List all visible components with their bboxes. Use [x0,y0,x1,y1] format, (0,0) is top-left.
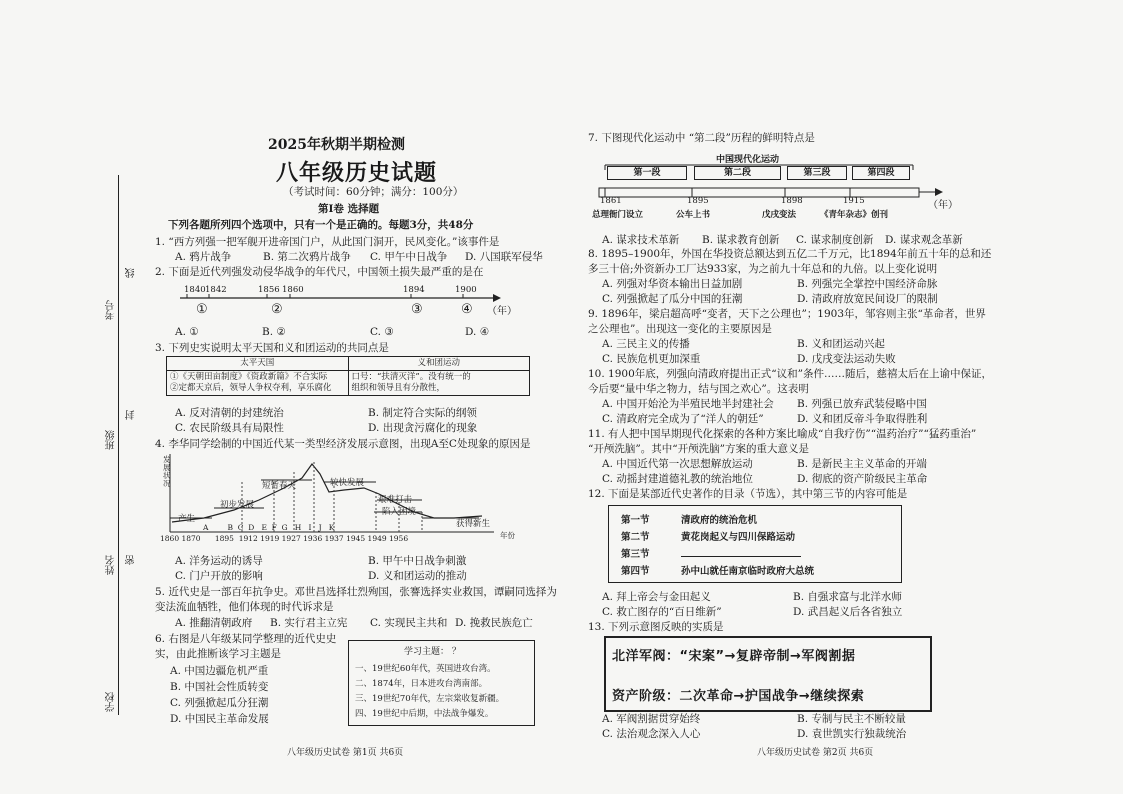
q9-option-c: C. 民族危机更加深重 [602,353,701,365]
q2-option-b: B. ② [262,326,286,338]
q9-option-b: B. 义和团运动兴起 [797,338,885,350]
q7-stem: 7. 下图现代化运动中 “第二段”历程的鲜明特点是 [588,132,815,144]
q2-option-a: A. ① [175,326,199,338]
q7-option-d: D. 谋求观念革新 [885,234,963,246]
q5-option-d: D. 挽救民族危亡 [455,617,533,629]
q8-option-a: A. 列强对华资本输出日益加剧 [602,278,743,290]
q13-diagram-box [604,636,932,712]
q4-option-c: C. 门户开放的影响 [175,570,263,582]
q10-option-c: C. 清政府完全成为了“洋人的朝廷” [602,413,764,425]
q11-stem-line1: 11. 有人把中国早期现代化探索的各种方案比喻成“自我疗伤”“温药治疗”“猛药重治” [588,428,977,440]
part-title: 第Ⅰ卷 选择题 [318,203,380,215]
q7-option-b: B. 谋求教育创新 [702,234,780,246]
q13-option-d: D. 袁世凯实行独裁统治 [797,728,907,740]
q7-year-1861: 1861 [600,196,622,206]
q13-option-a: A. 军阀割据贯穿始终 [602,713,701,725]
q13-line-beiyang: 北洋军阀：“宋案”→复辟帝制→军阀割据 [612,649,856,664]
q11-option-b: B. 是新民主主义革命的开端 [797,458,927,470]
q6-item-2: 二、1874年，日本进攻台湾南部。 [355,679,488,689]
q4-label-jiannan: 艰难打击 [378,495,413,505]
q2-tick-1840: 1840 [184,285,206,295]
q4-letters: A B C D E F G H I J K [203,523,335,532]
q13-option-b: B. 专制与民主不断较量 [797,713,906,725]
q11-option-d: D. 彻底的资产阶级民主革命 [797,473,928,485]
q12-row3-num: 第三节 [621,549,650,560]
q4-option-a: A. 洋务运动的诱导 [175,555,263,567]
q3-option-a: A. 反对清朝的封建统治 [175,407,284,419]
instruction: 下列各题所列四个选项中，只有一个是正确的。每题3分，共48分 [168,219,474,231]
side-label-feng: 封 [126,410,137,420]
q12-option-b: B. 自强求富与北洋水师 [793,591,902,603]
q5-option-c: C. 实现民主共和 [370,617,448,629]
side-label-xuexiao: 学校 [106,692,117,712]
q1-option-b: B. 第二次鸦片战争 [263,251,351,263]
q4-option-d: D. 义和团运动的推动 [368,570,467,582]
q7-diagram-title: 中国现代化运动 [716,155,780,165]
exam-meta: （考试时间：60分钟；满分：100分） [283,186,464,198]
q4-xlabel: 年份 [500,531,515,540]
q1-option-c: C. 甲午中日战争 [370,251,448,263]
q11-option-c: C. 动摇封建道德礼教的统治地位 [602,473,753,485]
q2-mark-2: ② [271,302,283,317]
q7-year-1895: 1895 [687,196,709,206]
q2-mark-4: ④ [461,302,473,317]
q3-option-d: D. 出现贪污腐化的现象 [368,422,478,434]
q13-stem: 13. 下列示意图反映的实质是 [588,621,724,633]
q8-option-d: D. 清政府放宽民间设厂的限制 [797,293,938,305]
q2-tick-1856: 1856 [258,285,280,295]
q6-item-4: 四、19世纪中后期，中法战争爆发。 [355,709,494,719]
q2-option-d: D. ④ [465,326,490,338]
q7-segment-1: 第一段 [607,166,687,180]
q4-option-b: B. 甲午中日战争刺激 [368,555,467,567]
q6-option-c: C. 列强掀起瓜分狂潮 [170,697,269,709]
q12-option-c: C. 救亡图存的“百日维新” [602,606,722,618]
q8-option-b: B. 列强完全掌控中国经济命脉 [797,278,938,290]
side-label-banji: 班级 [106,430,117,450]
q13-line-zichan: 资产阶级：二次革命→护国战争→继续探索 [612,689,865,704]
page2-footer: 八年级历史试卷 第2页 共6页 [757,748,874,758]
q6-box-title: 学习主题： ？ [404,647,461,657]
q7-option-c: C. 谋求制度创新 [796,234,874,246]
q7-option-a: A. 谋求技术革新 [602,234,680,246]
page1-footer: 八年级历史试卷 第1页 共6页 [287,748,404,758]
q3-cell-yihetuan: 口号：“扶清灭洋”。没有统一的 组织和领导且有分散性， [348,371,530,396]
side-label-mi: 密 [126,555,137,565]
q11-option-a: A. 中国近代第一次思想解放运动 [602,458,753,470]
q4-label-duanzan: 短暂春天 [262,481,297,491]
q13-option-c: C. 法治观念深入人心 [602,728,701,740]
q12-stem: 12. 下面是某部近代史著作的目录（节选），其中第三节的内容可能是 [588,488,908,500]
q12-row4-text: 孙中山就任南京临时政府大总统 [681,566,815,577]
q6-option-a: A. 中国边疆危机严重 [170,665,269,677]
q10-option-d: D. 义和团反帝斗争取得胜利 [797,413,928,425]
q6-option-d: D. 中国民主革命发展 [170,713,269,725]
q8-option-c: C. 列强掀起了瓜分中国的狂潮 [602,293,743,305]
q7-event-1: 总理衙门设立 [592,210,644,220]
q3-cell-taiping: ①《天朝田亩制度》《资政新篇》不合实际 ②定都天京后，领导人争权夺利，享乐腐化 [167,371,349,396]
q3-header-taiping: 太平天国 [167,357,349,371]
q3-stem: 3. 下列史实说明太平天国和义和团运动的共同点是 [155,342,389,354]
q7-event-4: 《青年杂志》创刊 [820,210,889,220]
q1-stem: 1. “西方列强一把军舰开进帝国门户，从此国门洞开，民风变化。”该事件是 [155,236,500,248]
q1-option-d: D. 八国联军侵华 [465,251,543,263]
q8-stem-line1: 8. 1895–1900年，外国在华投资总额达到五亿二千万元，比1894年前五十年的总和还 [588,248,992,260]
q7-segment-3: 第三段 [787,166,847,180]
q4-label-chubu: 初步发展 [220,500,255,510]
q4-label-xinsheng: 获得新生 [456,519,491,529]
q10-stem-line1: 10. 1900年底，列强向清政府提出正式“议和”条件……随后，慈禧太后在上谕中保证， [588,368,992,380]
q3-table [166,356,530,396]
q4-label-jiaokuai: 较快发展 [330,478,365,488]
q4-ylabel: 发展状况 [163,455,171,488]
q12-row1-text: 清政府的统治危机 [681,515,758,526]
q6-item-1: 一、19世纪60年代，英国进攻台湾。 [355,664,496,674]
q12-option-d: D. 武昌起义后各省独立 [793,606,903,618]
q6-stem-line2: 实，由此推断该学习主题是 [155,648,281,660]
q12-row3-blank [681,556,801,557]
q2-unit: （年） [487,306,517,317]
q5-stem-line1: 5. 近代史是一部百年抗争史。邓世昌选择壮烈殉国，张謇选择实业救国，谭嗣同选择为 [155,586,557,598]
q9-option-d: D. 戊戌变法运动失败 [797,353,896,365]
q9-stem-line2: 之公理也”。出现这一变化的主要原因是 [588,323,772,335]
q1-option-a: A. 鸦片战争 [175,251,232,263]
q12-contents-box [608,505,902,583]
q3-option-b: B. 制定符合实际的纲领 [368,407,477,419]
q12-row4-num: 第四节 [621,566,650,577]
q6-item-3: 三、19世纪70年代，左宗棠收复新疆。 [355,694,505,704]
q10-option-a: A. 中国开始沦为半殖民地半封建社会 [602,398,774,410]
q2-mark-3: ③ [411,302,423,317]
q7-event-3: 戊戌变法 [762,210,797,220]
q3-header-yihetuan: 义和团运动 [348,357,530,371]
q10-option-b: B. 列强已放弃武装侵略中国 [797,398,927,410]
q5-stem-line2: 变法流血牺牲，他们体现的时代诉求是 [155,601,334,613]
q2-tick-1894: 1894 [403,285,425,295]
q2-tick-1860: 1860 [282,285,304,295]
q12-option-a: A. 拜上帝会与金田起义 [602,591,711,603]
q7-year-1915: 1915 [843,196,865,206]
q7-segment-2: 第二段 [694,166,781,180]
q9-stem-line1: 9. 1896年，梁启超高呼“变者，天下之公理也”；1903年，邹容则主张“革命者，世界 [588,308,986,320]
q7-year-1898: 1898 [781,196,803,206]
q12-row1-num: 第一节 [621,515,650,526]
q2-tick-1842: 1842 [205,285,227,295]
q2-stem: 2. 下面是近代列强发动侵华战争的年代尺，中国领土损失最严重的是在 [155,266,484,278]
q7-segment-4: 第四段 [852,166,910,180]
q4-years: 1860 1870 1895 1912 1919 1927 1936 1937 1945 1949 1956 [160,534,409,543]
q8-stem-line2: 多三十倍;外资新办工厂达933家，为之前九十年总和的九倍。以上变化说明 [588,263,938,275]
q10-stem-line2: 今后要“量中华之物力，结与国之欢心”。这表明 [588,383,809,395]
q2-tick-1900: 1900 [455,285,477,295]
q4-label-xianru: 陷入困境 [382,507,417,517]
exam-subtitle: 八年级历史试题 [276,160,438,186]
q4-stem: 4. 李华同学绘制的中国近代某一类型经济发展示意图，出现A至C处现象的原因是 [155,438,531,450]
q6-study-box [348,640,535,726]
q3-option-c: C. 农民阶级具有局限性 [175,422,284,434]
q11-stem-line2: “开颅洗脑”。其中“开颅洗脑”方案的重大意义是 [588,443,809,455]
side-label-xian: 线 [126,268,137,278]
side-label-kaohao: 考号 [106,300,117,320]
q5-option-b: B. 实行君主立宪 [270,617,348,629]
q7-unit: （年） [928,200,958,211]
q6-option-b: B. 中国社会性质转变 [170,681,269,693]
q6-stem-line1: 6. 右图是八年级某同学整理的近代史史 [155,633,337,645]
q9-option-a: A. 三民主义的传播 [602,338,690,350]
q2-option-c: C. ③ [370,326,394,338]
q5-option-a: A. 推翻清朝政府 [175,617,253,629]
exam-title: 2025年秋期半期检测 [268,137,405,153]
q12-row2-num: 第二节 [621,532,650,543]
q7-event-2: 公车上书 [676,210,711,220]
side-label-xingming: 姓名 [106,555,117,575]
q4-label-chansheng: 产生 [178,514,196,524]
q12-row2-text: 黄花岗起义与四川保路运动 [681,532,796,543]
q2-mark-1: ① [196,302,208,317]
